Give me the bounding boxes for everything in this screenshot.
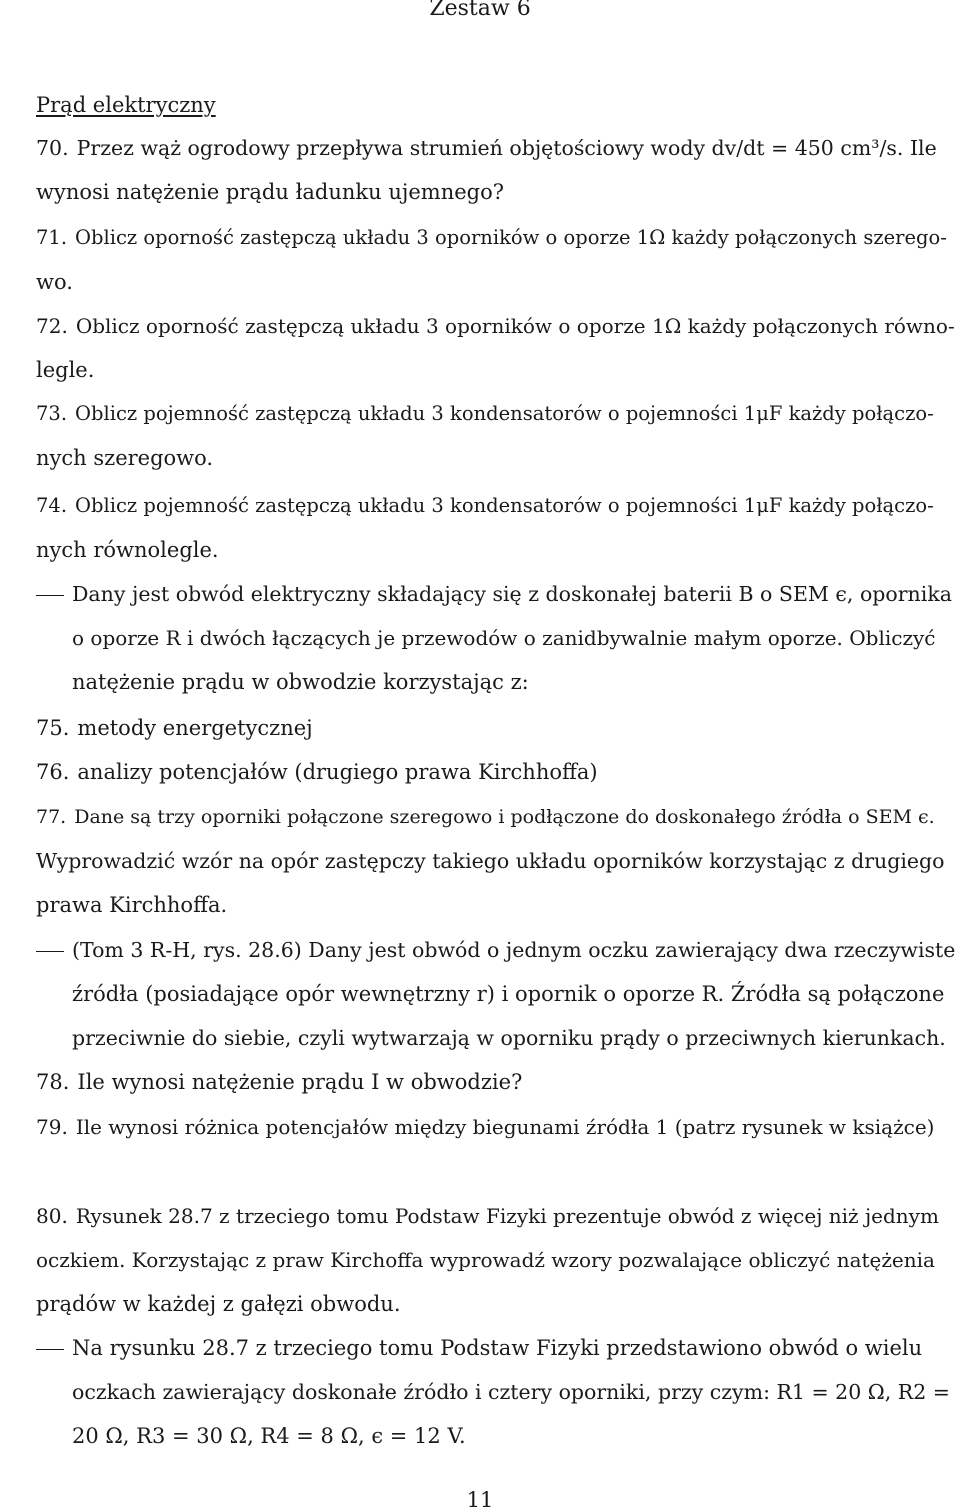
problem-number: 74. (36, 494, 68, 517)
page-title: Zestaw 6 (429, 0, 531, 21)
problem-number: 75. (36, 716, 70, 740)
problem-77 (36, 795, 956, 927)
note-circuit-battery (36, 572, 956, 704)
problem-text: Oblicz oporność zastępczą układu 3 oporników o oporze 1Ω każdy połączonych szerego- (75, 226, 947, 249)
problem-73 (36, 392, 956, 480)
note-text: oczkach zawierający doskonałe źródło i cztery oporniki, przy czym: R1 = 20 Ω, R2 = (72, 1380, 950, 1404)
problem-text: prądów w każdej z gałęzi obwodu. (36, 1292, 401, 1316)
problem-text: wynosi natężenie prądu ładunku ujemnego? (36, 180, 504, 204)
problem-text: Przez wąż ogrodowy przepływa strumień objętościowy wody dv/dt = 450 cm³/s. Ile (76, 136, 937, 160)
problem-74 (36, 484, 956, 572)
problem-number: 78. (36, 1070, 70, 1094)
problem-text: metody energetycznej (77, 716, 313, 740)
note-text: natężenie prądu w obwodzie korzystając z: (72, 670, 529, 694)
dash-mark (36, 951, 64, 952)
note-text: Dany jest obwód elektryczny składający się z doskonałej baterii B o SEM ϵ, opornika (72, 582, 952, 606)
section-title: Prąd elektryczny (36, 93, 216, 117)
note-text: przeciwnie do siebie, czyli wytwarzają w oporniku prądy o przeciwnych kierunkach. (72, 1026, 946, 1050)
problem-number: 70. (36, 136, 69, 160)
problem-79 (36, 1105, 956, 1149)
problem-78 (36, 1060, 956, 1104)
problem-text: Rysunek 28.7 z trzeciego tomu Podstaw Fizyki prezentuje obwód z więcej niż jednym (75, 1204, 939, 1228)
problem-text: Oblicz oporność zastępczą układu 3 oporników o oporze 1Ω każdy połączonych równo- (75, 314, 955, 338)
note-text: (Tom 3 R-H, rys. 28.6) Dany jest obwód o jednym oczku zawierający dwa rzeczywiste (72, 938, 956, 962)
problem-text: Ile wynosi natężenie prądu I w obwodzie? (77, 1070, 523, 1094)
problem-text: wo. (36, 270, 73, 294)
note-two-sources (36, 928, 956, 1060)
problem-text: oczkiem. Korzystając z praw Kirchoffa wyprowadź wzory pozwalające obliczyć natężenia (36, 1248, 935, 1272)
problem-text: Ile wynosi różnica potencjałów między biegunami źródła 1 (patrz rysunek w książce) (75, 1115, 935, 1139)
problem-text: nych szeregowo. (36, 446, 214, 470)
note-text: 20 Ω, R3 = 30 Ω, R4 = 8 Ω, ϵ = 12 V. (72, 1424, 466, 1448)
problem-number: 80. (36, 1204, 68, 1228)
problem-number: 79. (36, 1115, 68, 1139)
problem-number: 72. (36, 314, 68, 338)
problem-number: 73. (36, 402, 68, 425)
problem-number: 76. (36, 760, 70, 784)
problem-text: Wyprowadzić wzór na opór zastępczy takiego układu oporników korzystając z drugiego (36, 849, 945, 873)
problem-text: prawa Kirchhoffa. (36, 893, 228, 917)
problem-text: analizy potencjałów (drugiego prawa Kirchhoffa) (77, 760, 598, 784)
problem-text: legle. (36, 358, 95, 382)
note-text: źródła (posiadające opór wewnętrzny r) i opornik o oporze R. Źródła są połączone (72, 982, 945, 1006)
problem-number: 77. (36, 806, 67, 828)
dash-mark (36, 595, 64, 596)
problem-75 (36, 706, 956, 750)
problem-70 (36, 126, 956, 214)
note-multi-loop (36, 1326, 956, 1458)
problem-number: 71. (36, 226, 68, 249)
note-text: o oporze R i dwóch łączących je przewodów o zanidbywalnie małym oporze. Obliczyć (72, 626, 936, 650)
problem-71 (36, 216, 956, 304)
problem-76 (36, 750, 956, 794)
dash-mark (36, 1349, 64, 1350)
problem-text: Oblicz pojemność zastępczą układu 3 kondensatorów o pojemności 1μF każdy połączo- (75, 494, 934, 517)
note-text: Na rysunku 28.7 z trzeciego tomu Podstaw Fizyki przedstawiono obwód o wielu (72, 1336, 923, 1360)
problem-72 (36, 304, 956, 392)
problem-text: nych równolegle. (36, 538, 219, 562)
problem-80 (36, 1194, 956, 1326)
page-number: 11 (466, 1488, 494, 1512)
problem-text: Oblicz pojemność zastępczą układu 3 kondensatorów o pojemności 1μF każdy połączo- (75, 402, 934, 425)
problem-text: Dane są trzy oporniki połączone szeregowo i podłączone do doskonałego źródła o SEM ϵ. (74, 806, 935, 828)
